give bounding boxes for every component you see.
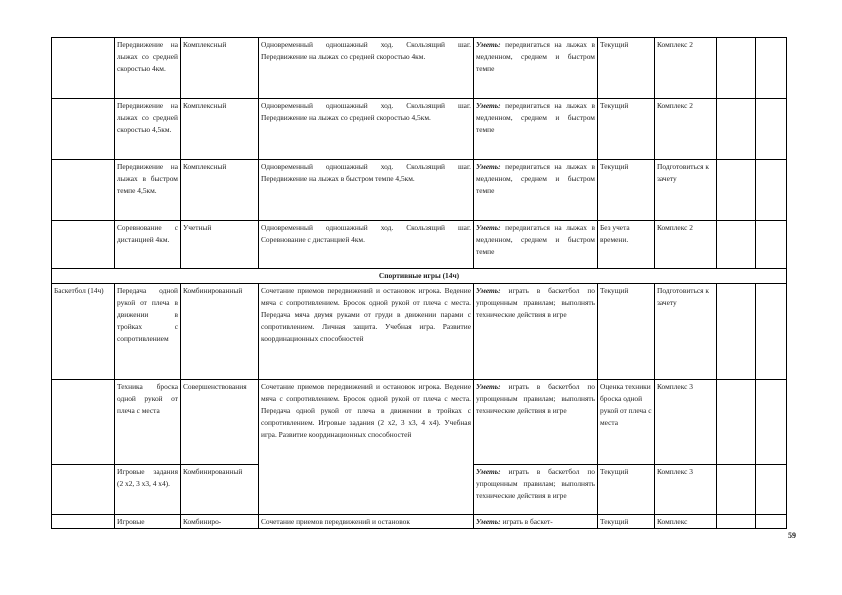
lesson-type: Комплексный <box>181 160 259 221</box>
lesson-requirements <box>474 515 598 529</box>
requirements-text: передвигаться на лыжах в медленном, среднем и быстром темпе <box>476 162 595 195</box>
control-type: Без учета времени. <box>598 221 655 269</box>
control-type: Текущий <box>598 38 655 99</box>
table-row <box>52 380 787 465</box>
date-fact-cell <box>756 160 787 221</box>
section-cell <box>52 160 115 221</box>
requirements-label: Уметь: <box>476 40 501 49</box>
lesson-type: Комплексный <box>181 38 259 99</box>
lesson-requirements <box>474 160 598 221</box>
lesson-topic: Передвижение на лыжах со средней скоростью 4км. <box>115 38 181 99</box>
date-plan-cell <box>717 160 756 221</box>
date-plan-cell <box>717 284 756 380</box>
requirements-label: Уметь: <box>476 162 501 171</box>
lesson-content: Одновременный одношажный ход. Скользящий шаг. Соревнование с дистанцией 4км. <box>259 221 474 269</box>
homework: Подготовиться к зачету <box>655 160 717 221</box>
lesson-topic: Игровые <box>115 515 181 529</box>
requirements-label: Уметь: <box>476 101 501 110</box>
lesson-type: Комплексный <box>181 99 259 160</box>
date-fact-cell <box>756 515 787 529</box>
lesson-topic: Передвижение на лыжах в быстром темпе 4,5км. <box>115 160 181 221</box>
date-plan-cell <box>717 38 756 99</box>
homework: Комплекс 3 <box>655 465 717 515</box>
lesson-requirements <box>474 221 598 269</box>
date-fact-cell <box>756 221 787 269</box>
lesson-content: Сочетание приемов передвижений и остановок <box>259 515 474 529</box>
date-fact-cell <box>756 465 787 515</box>
section-cell: Баскетбол (14ч) <box>52 284 115 380</box>
requirements-text: играть в баскетбол по упрощенным правилам; выполнять технические действия в игре <box>476 467 595 500</box>
date-plan-cell <box>717 515 756 529</box>
homework: Комплекс <box>655 515 717 529</box>
date-fact-cell <box>756 38 787 99</box>
requirements-label: Уметь: <box>476 467 501 476</box>
lesson-topic: Соревнование с дистанцией 4км. <box>115 221 181 269</box>
requirements-text: передвигаться на лыжах в медленном, среднем и быстром темпе <box>476 101 595 134</box>
homework: Комплекс 2 <box>655 38 717 99</box>
control-type: Оценка техники броска одной рукой от плеча с места <box>598 380 655 465</box>
date-plan-cell <box>717 99 756 160</box>
section-cell <box>52 38 115 99</box>
page-number: 59 <box>788 531 796 540</box>
requirements-text: передвигаться на лыжах в медленном, среднем и быстром темпе <box>476 223 595 256</box>
lesson-type: Комбинированный <box>181 465 259 515</box>
homework: Подготовиться к зачету <box>655 284 717 380</box>
table-row <box>52 99 787 160</box>
requirements-text: играть в баскетбол по упрощенным правилам; выполнять технические действия в игре <box>476 286 595 319</box>
lesson-requirements <box>474 465 598 515</box>
lesson-topic: Игровые задания (2 х2, 3 х3, 4 х4). <box>115 465 181 515</box>
control-type: Текущий <box>598 515 655 529</box>
table-row <box>52 284 787 380</box>
lesson-requirements <box>474 99 598 160</box>
requirements-text: передвигаться на лыжах в медленном, среднем и быстром темпе <box>476 40 595 73</box>
section-cell <box>52 99 115 160</box>
lesson-content: Одновременный одношажный ход. Скользящий шаг. Передвижение на лыжах со средней скоростью 4,5км. <box>259 99 474 160</box>
lesson-content: Сочетание приемов передвижений и остановок игрока. Ведение мяча с сопротивлением. Бросок одной рукой от плеча с места. Передача мяча двумя руками от груди в движении парами с сопротивлением. Личная защита. Учебная игра. Развитие координационных способностей <box>259 284 474 380</box>
section-header-row <box>52 269 787 284</box>
requirements-label: Уметь: <box>476 382 501 391</box>
requirements-label: Уметь: <box>476 223 501 232</box>
control-type: Текущий <box>598 284 655 380</box>
section-cell <box>52 465 115 515</box>
lesson-content: Одновременный одношажный ход. Скользящий шаг. Передвижение на лыжах со средней скоростью 4км. <box>259 38 474 99</box>
lesson-content: Одновременный одношажный ход. Скользящий шаг. Передвижение на лыжах в быстром темпе 4,5км. <box>259 160 474 221</box>
control-type: Текущий <box>598 160 655 221</box>
lesson-content: Сочетание приемов передвижений и остановок игрока. Ведение мяча с сопротивлением. Бросок одной рукой от плеча с места. Передача одной рукой от плеча в движении в тройках с сопротивлением. Игровые задания (2 х2, 3 х3, 4 х4). Учебная игра. Развитие координационных способностей <box>259 380 474 515</box>
section-title: Спортивные игры (14ч) <box>52 269 787 284</box>
date-plan-cell <box>717 380 756 465</box>
table-row <box>52 160 787 221</box>
requirements-label: Уметь: <box>476 517 501 526</box>
control-type: Текущий <box>598 465 655 515</box>
requirements-label: Уметь: <box>476 286 501 295</box>
lesson-type: Учетный <box>181 221 259 269</box>
date-fact-cell <box>756 380 787 465</box>
lesson-requirements <box>474 284 598 380</box>
section-cell <box>52 515 115 529</box>
lesson-type: Комбиниро- <box>181 515 259 529</box>
date-fact-cell <box>756 99 787 160</box>
lesson-requirements <box>474 380 598 465</box>
lesson-topic: Передача одной рукой от плеча в движении в тройках с сопротивлением <box>115 284 181 380</box>
homework: Комплекс 3 <box>655 380 717 465</box>
date-plan-cell <box>717 465 756 515</box>
lesson-topic: Техника броска одной рукой от плеча с места <box>115 380 181 465</box>
date-plan-cell <box>717 221 756 269</box>
requirements-text: играть в баскетбол по упрощенным правилам; выполнять технические действия в игре <box>476 382 595 415</box>
control-type: Текущий <box>598 99 655 160</box>
date-fact-cell <box>756 284 787 380</box>
lesson-type: Совершенствования <box>181 380 259 465</box>
lesson-plan-table <box>51 37 787 529</box>
table-row <box>52 38 787 99</box>
requirements-text: играть в баскет- <box>500 517 553 526</box>
lesson-requirements <box>474 38 598 99</box>
table-row <box>52 221 787 269</box>
homework: Комплекс 2 <box>655 221 717 269</box>
table-row <box>52 515 787 529</box>
lesson-type: Комбинированный <box>181 284 259 380</box>
section-cell <box>52 380 115 465</box>
section-cell <box>52 221 115 269</box>
lesson-topic: Передвижение на лыжах со средней скоростью 4,5км. <box>115 99 181 160</box>
homework: Комплекс 2 <box>655 99 717 160</box>
